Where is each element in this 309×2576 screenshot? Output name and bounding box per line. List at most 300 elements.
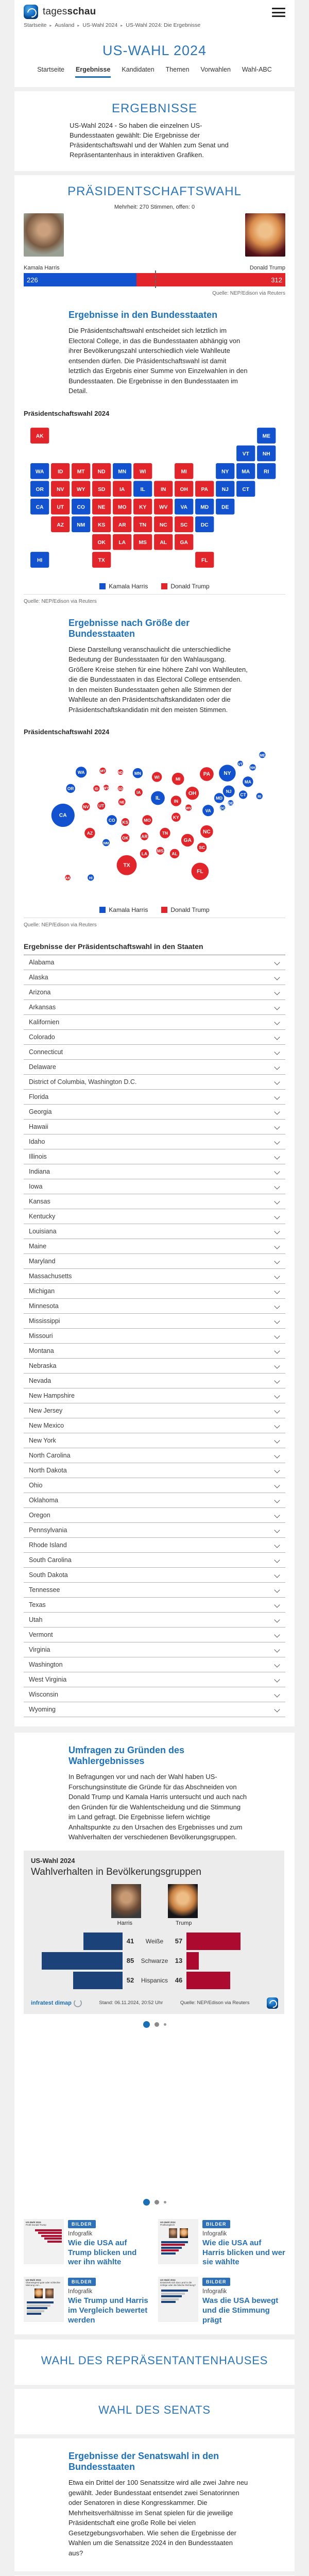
carousel-dots[interactable] bbox=[14, 2199, 295, 2206]
tab-ergebnisse[interactable]: Ergebnisse bbox=[75, 64, 111, 78]
carousel-dot-active[interactable] bbox=[143, 2199, 150, 2206]
state-bubble-WI[interactable] bbox=[152, 772, 162, 782]
state-accordion-row[interactable] bbox=[24, 1583, 285, 1598]
state-accordion-row[interactable] bbox=[24, 1254, 285, 1269]
state-name: Kansas bbox=[29, 1198, 50, 1206]
state-bubble-IN[interactable] bbox=[171, 796, 181, 806]
state-bubble-WY[interactable] bbox=[103, 785, 109, 791]
state-tile-AL[interactable] bbox=[154, 534, 173, 550]
state-accordion-row[interactable] bbox=[24, 1388, 285, 1403]
bilder-badge: BILDER bbox=[68, 2220, 96, 2228]
trump-value: 46 bbox=[175, 1976, 183, 1985]
state-bubble-NM[interactable] bbox=[102, 839, 110, 846]
state-bubble-AL[interactable] bbox=[170, 849, 179, 858]
state-bubble-ME[interactable] bbox=[259, 752, 265, 758]
thumb-kicker: US-Wahl 2024 bbox=[26, 2279, 41, 2282]
teaser-text bbox=[68, 2219, 151, 2267]
states-accordion bbox=[24, 955, 285, 1717]
chevron-down-icon bbox=[274, 1393, 280, 1399]
state-name: Indiana bbox=[29, 1168, 50, 1176]
carousel-dot[interactable] bbox=[164, 2201, 166, 2204]
state-accordion-row[interactable] bbox=[24, 1613, 285, 1628]
state-bubble-CA[interactable] bbox=[52, 804, 75, 827]
state-accordion-row[interactable] bbox=[24, 1657, 285, 1672]
svg-text:KS: KS bbox=[122, 820, 129, 825]
trump-name: Donald Trump bbox=[249, 265, 285, 272]
state-tile-MS[interactable] bbox=[133, 534, 152, 550]
electoral-bar-harris: 226 bbox=[24, 273, 136, 286]
svg-text:IA: IA bbox=[136, 790, 141, 795]
state-tile-IL[interactable] bbox=[133, 481, 152, 497]
state-accordion-row[interactable] bbox=[24, 1374, 285, 1388]
state-accordion-row[interactable] bbox=[24, 1672, 285, 1687]
bilder-badge: BILDER bbox=[68, 2278, 96, 2286]
state-bubble-TX[interactable] bbox=[117, 855, 137, 875]
state-accordion-row[interactable] bbox=[24, 1000, 285, 1015]
carousel-dot-active[interactable] bbox=[143, 2021, 150, 2028]
state-accordion-row[interactable] bbox=[24, 1359, 285, 1374]
state-bubble-MS[interactable] bbox=[157, 847, 164, 855]
tab-startseite[interactable]: Startseite bbox=[37, 66, 65, 73]
state-accordion-row[interactable] bbox=[24, 1628, 285, 1642]
state-bubble-AK[interactable] bbox=[65, 875, 71, 880]
state-name: Delaware bbox=[29, 1063, 56, 1071]
state-bubble-DC[interactable] bbox=[220, 805, 226, 811]
svg-text:WY: WY bbox=[103, 787, 109, 791]
svg-text:KS: KS bbox=[98, 522, 106, 528]
state-bubble-WA[interactable] bbox=[76, 767, 87, 777]
state-accordion-row[interactable] bbox=[24, 1120, 285, 1134]
state-tile-IA[interactable] bbox=[113, 481, 131, 497]
state-accordion-row[interactable] bbox=[24, 1030, 285, 1045]
state-accordion-row[interactable] bbox=[24, 1702, 285, 1717]
thumb-kicker: US-Wahl 2024 bbox=[160, 2221, 176, 2224]
state-tile-ME[interactable] bbox=[257, 428, 276, 444]
thumb-photos bbox=[26, 2289, 62, 2298]
state-tile-LA[interactable] bbox=[113, 534, 131, 550]
svg-text:DC: DC bbox=[220, 807, 226, 811]
state-tile-NY[interactable] bbox=[216, 463, 234, 479]
state-tile-OR[interactable] bbox=[30, 481, 49, 497]
state-bubble-NY[interactable] bbox=[219, 765, 235, 782]
state-accordion-row[interactable] bbox=[24, 1090, 285, 1105]
state-tile-VA[interactable] bbox=[175, 499, 193, 515]
legend-trump-swatch bbox=[161, 583, 167, 589]
intro-heading: ERGEBNISSE bbox=[111, 101, 198, 115]
carousel-dot[interactable] bbox=[164, 2023, 166, 2026]
svg-text:OR: OR bbox=[67, 786, 74, 792]
svg-text:NC: NC bbox=[203, 829, 211, 835]
state-bubble-DE[interactable] bbox=[228, 800, 234, 806]
senat-text: Etwa ein Drittel der 100 Senatssitze wird alle zwei Jahre neu gewählt. Jeder Bundesstaat entsendet zwei Senatorinnen oder Senatoren in diese Kongresskammer. Die Mehrheitsverhältnisse im Senat spielen für die jeweilige Präsidentschaft eine große Rolle bei vielen Gesetzgebungsvorhaben. Wie sehen die Ergebnisse der Wahlen um die Senatssitze 2024 in den Bundesstaaten aus? bbox=[68, 2479, 248, 2557]
state-accordion-row[interactable] bbox=[24, 1060, 285, 1075]
state-accordion-row[interactable] bbox=[24, 1194, 285, 1209]
state-bubble-TN[interactable] bbox=[160, 828, 170, 838]
chevron-down-icon bbox=[274, 1169, 280, 1175]
state-name: Washington bbox=[29, 1661, 63, 1669]
state-tile-NM[interactable] bbox=[72, 516, 90, 532]
state-tile-PA[interactable] bbox=[195, 481, 214, 497]
svg-text:VA: VA bbox=[205, 808, 211, 814]
svg-text:NC: NC bbox=[159, 522, 167, 528]
tab-themen[interactable]: Themen bbox=[165, 66, 190, 73]
state-bubble-VT[interactable] bbox=[237, 761, 243, 767]
state-accordion-row[interactable] bbox=[24, 1463, 285, 1478]
tab-kandidaten[interactable]: Kandidaten bbox=[122, 66, 154, 73]
state-bubble-MN[interactable] bbox=[133, 768, 143, 778]
state-bubble-AZ[interactable] bbox=[84, 828, 95, 838]
state-accordion-row[interactable] bbox=[24, 1105, 285, 1120]
state-bubble-IL[interactable] bbox=[151, 791, 165, 805]
state-tile-NH[interactable] bbox=[257, 445, 276, 461]
state-name: Tennessee bbox=[29, 1586, 60, 1594]
state-accordion-row[interactable] bbox=[24, 1284, 285, 1299]
legend-trump-swatch bbox=[161, 907, 167, 913]
state-tile-VT[interactable] bbox=[236, 445, 255, 461]
state-tile-MN[interactable] bbox=[113, 463, 131, 479]
teaser-text bbox=[68, 2277, 151, 2325]
svg-text:KY: KY bbox=[173, 815, 179, 820]
breadcrumb-item[interactable]: US-Wahl 2024: Die Ergebnisse bbox=[126, 22, 201, 28]
chevron-down-icon bbox=[274, 1348, 280, 1354]
widget-harris-label: Harris bbox=[117, 1920, 132, 1926]
svg-text:IL: IL bbox=[140, 486, 145, 493]
state-accordion-row[interactable] bbox=[24, 1418, 285, 1433]
state-name: Louisiana bbox=[29, 1228, 57, 1235]
svg-text:AR: AR bbox=[141, 834, 148, 840]
state-tile-MA[interactable] bbox=[236, 463, 255, 479]
state-name: Georgia bbox=[29, 1108, 52, 1116]
chevron-down-icon bbox=[274, 1079, 280, 1085]
state-tile-DE[interactable] bbox=[216, 499, 234, 515]
state-name: Rhode Island bbox=[29, 1541, 67, 1549]
thumb-bars bbox=[160, 2290, 196, 2303]
state-bubble-AR[interactable] bbox=[141, 833, 148, 840]
state-bubble-IA[interactable] bbox=[135, 789, 143, 796]
state-name: Maine bbox=[29, 1243, 47, 1250]
state-tile-NC[interactable] bbox=[154, 516, 173, 532]
svg-text:MO: MO bbox=[117, 504, 127, 511]
svg-text:OK: OK bbox=[97, 540, 106, 546]
state-bubble-LA[interactable] bbox=[140, 850, 149, 858]
state-tile-KS[interactable] bbox=[92, 516, 111, 532]
state-bubble-CO[interactable] bbox=[107, 815, 116, 825]
state-name: Arkansas bbox=[29, 1004, 56, 1011]
state-accordion-row[interactable] bbox=[24, 1687, 285, 1702]
svg-text:IA: IA bbox=[119, 486, 125, 493]
state-tile-MT[interactable] bbox=[72, 463, 90, 479]
state-tile-WI[interactable] bbox=[133, 463, 152, 479]
state-accordion-row[interactable] bbox=[24, 1299, 285, 1314]
chevron-down-icon bbox=[274, 1094, 280, 1100]
chevron-down-icon bbox=[274, 1333, 280, 1339]
teaser-card[interactable] bbox=[24, 2219, 151, 2267]
teaser-text bbox=[202, 2219, 285, 2267]
state-accordion-row[interactable] bbox=[24, 1538, 285, 1553]
tab-vorwahlen[interactable]: Vorwahlen bbox=[200, 66, 231, 73]
state-name: New York bbox=[29, 1437, 56, 1445]
state-bubble-UT[interactable] bbox=[97, 802, 105, 810]
state-tile-MO[interactable] bbox=[113, 499, 131, 515]
svg-text:NM: NM bbox=[103, 842, 109, 846]
state-tile-WV[interactable] bbox=[154, 499, 173, 515]
svg-text:ID: ID bbox=[94, 788, 98, 792]
demographic-row bbox=[31, 1971, 278, 1990]
state-bubble-NE[interactable] bbox=[118, 799, 126, 806]
svg-text:TN: TN bbox=[139, 522, 147, 528]
state-tile-RI[interactable] bbox=[257, 463, 276, 479]
state-accordion-row[interactable] bbox=[24, 1314, 285, 1329]
state-bubble-OR[interactable] bbox=[66, 784, 75, 793]
chevron-down-icon bbox=[274, 1303, 280, 1309]
state-bubble-OK[interactable] bbox=[121, 834, 129, 842]
states-heading: Ergebnisse in den Bundesstaaten bbox=[68, 310, 218, 320]
svg-text:OR: OR bbox=[36, 486, 44, 493]
state-tile-OK[interactable] bbox=[92, 534, 111, 550]
chevron-down-icon bbox=[274, 1378, 280, 1384]
state-accordion-row[interactable] bbox=[24, 1329, 285, 1344]
state-bubble-SC[interactable] bbox=[197, 843, 207, 852]
state-bubble-CT[interactable] bbox=[239, 791, 247, 799]
repr-heading: WAHL DES REPRÄSENTANTENHAUSES bbox=[41, 2354, 268, 2367]
svg-text:DC: DC bbox=[200, 522, 209, 528]
state-tile-SC[interactable] bbox=[175, 516, 193, 532]
svg-text:ME: ME bbox=[260, 754, 265, 758]
state-tile-AK[interactable] bbox=[30, 428, 49, 444]
svg-text:CA: CA bbox=[36, 504, 44, 511]
state-accordion-row[interactable] bbox=[24, 1224, 285, 1239]
legend-harris-label: Kamala Harris bbox=[109, 582, 148, 590]
state-bubble-ND[interactable] bbox=[118, 770, 124, 775]
state-tile-HI[interactable] bbox=[30, 552, 49, 568]
state-accordion-row[interactable] bbox=[24, 1134, 285, 1149]
state-bubble-RI[interactable] bbox=[256, 793, 263, 800]
state-tile-IN[interactable] bbox=[154, 481, 173, 497]
state-accordion-row[interactable] bbox=[24, 1642, 285, 1657]
state-accordion-row[interactable] bbox=[24, 1075, 285, 1090]
state-tile-NV[interactable] bbox=[51, 481, 70, 497]
state-accordion-row[interactable] bbox=[24, 1433, 285, 1448]
state-accordion-row[interactable] bbox=[24, 1598, 285, 1613]
chevron-down-icon bbox=[274, 1214, 280, 1219]
svg-text:TX: TX bbox=[98, 557, 105, 564]
state-accordion-row[interactable] bbox=[24, 1478, 285, 1493]
svg-text:IL: IL bbox=[155, 795, 161, 802]
state-bubble-OH[interactable] bbox=[186, 787, 199, 800]
state-name: Idaho bbox=[29, 1138, 45, 1146]
state-accordion-row[interactable] bbox=[24, 1209, 285, 1224]
state-tile-ND[interactable] bbox=[92, 463, 111, 479]
state-bubble-SD[interactable] bbox=[118, 786, 124, 791]
state-accordion-row[interactable] bbox=[24, 970, 285, 985]
state-bubble-FL[interactable] bbox=[192, 863, 209, 880]
svg-text:NV: NV bbox=[57, 486, 64, 493]
size-text: Diese Darstellung veranschaulicht die unterschiedliche Bedeutung der Bundesstaaten für den Wahlausgang. Größere Kreise stehen für eine höhere Zahl von Wahlleuten, die die Bundesstaaten in das Electoral College entsenden. In den meisten Bundesstaaten gehen alle Stimmen der Wahlleute an den Präsidentschaftskandidaten oder die Präsidentschaftskandidatin mit den meisten Stimmen. bbox=[68, 645, 248, 714]
teaser-card[interactable] bbox=[158, 2277, 285, 2325]
state-bubble-VA[interactable] bbox=[202, 805, 214, 816]
state-accordion-row[interactable] bbox=[24, 955, 285, 970]
demographic-row bbox=[31, 1951, 278, 1971]
svg-text:MS: MS bbox=[139, 540, 147, 546]
teaser-card[interactable] bbox=[24, 2277, 151, 2325]
chevron-down-icon bbox=[274, 1244, 280, 1249]
state-bubble-MA[interactable] bbox=[243, 777, 253, 787]
state-accordion-row[interactable] bbox=[24, 1179, 285, 1194]
carousel-dot[interactable] bbox=[154, 2022, 159, 2027]
state-name: West Virginia bbox=[29, 1676, 67, 1684]
teaser-title[interactable]: Wie Trump und Harris im Vergleich bewertet werden bbox=[68, 2296, 148, 2325]
state-accordion-row[interactable] bbox=[24, 1553, 285, 1568]
state-tile-SD[interactable] bbox=[92, 481, 111, 497]
teaser-kicker: Infografik bbox=[202, 2289, 227, 2295]
state-tile-MI[interactable] bbox=[175, 463, 193, 479]
state-name: North Dakota bbox=[29, 1467, 67, 1475]
state-accordion-row[interactable] bbox=[24, 985, 285, 1000]
svg-text:CO: CO bbox=[77, 504, 85, 511]
state-name: Connecticut bbox=[29, 1048, 63, 1056]
state-bubble-ID[interactable] bbox=[93, 786, 99, 792]
us-results-map[interactable] bbox=[24, 420, 285, 575]
state-bubble-MD[interactable] bbox=[214, 793, 224, 803]
svg-text:WI: WI bbox=[139, 469, 146, 475]
state-tile-CT[interactable] bbox=[236, 481, 255, 497]
state-bubble-NH[interactable] bbox=[250, 765, 256, 771]
chevron-down-icon bbox=[274, 1498, 280, 1503]
state-accordion-row[interactable] bbox=[24, 1403, 285, 1418]
state-bubble-PA[interactable] bbox=[200, 767, 214, 781]
state-accordion-row[interactable] bbox=[24, 1149, 285, 1164]
state-bubble-KS[interactable] bbox=[122, 818, 129, 826]
state-accordion-row[interactable] bbox=[24, 1508, 285, 1523]
state-tile-CO[interactable] bbox=[72, 499, 90, 515]
state-tile-NJ[interactable] bbox=[216, 481, 234, 497]
breadcrumb-item[interactable]: Startseite bbox=[24, 22, 47, 28]
carousel-dot[interactable] bbox=[154, 2200, 159, 2205]
state-tile-GA[interactable] bbox=[175, 534, 193, 550]
svg-text:KY: KY bbox=[139, 504, 147, 511]
breadcrumb-separator-icon: ▸ bbox=[77, 23, 80, 28]
state-accordion-row[interactable] bbox=[24, 1164, 285, 1179]
state-name: Iowa bbox=[29, 1183, 43, 1191]
tab-wahlabc[interactable]: Wahl-ABC bbox=[242, 66, 272, 73]
state-accordion-row[interactable] bbox=[24, 1015, 285, 1030]
svg-text:NH: NH bbox=[262, 451, 270, 457]
harris-value: 52 bbox=[126, 1976, 134, 1985]
state-bubble-NJ[interactable] bbox=[223, 786, 235, 798]
state-tile-WY[interactable] bbox=[72, 481, 90, 497]
state-bubble-HI[interactable] bbox=[88, 875, 94, 881]
state-accordion-row[interactable] bbox=[24, 1523, 285, 1538]
chevron-down-icon bbox=[274, 1647, 280, 1653]
teaser-title[interactable]: Wie die USA auf Harris blicken und wer sie wählte bbox=[202, 2238, 285, 2267]
svg-text:CT: CT bbox=[242, 486, 250, 493]
state-tile-AR[interactable] bbox=[113, 516, 131, 532]
svg-text:WA: WA bbox=[35, 469, 44, 475]
svg-text:FL: FL bbox=[197, 869, 203, 875]
senat-results-section bbox=[14, 2438, 295, 2571]
state-name: Missouri bbox=[29, 1332, 53, 1340]
state-accordion-row[interactable] bbox=[24, 1344, 285, 1359]
svg-text:WA: WA bbox=[77, 770, 85, 775]
state-bubble-NC[interactable] bbox=[200, 825, 213, 838]
teaser-title[interactable]: Was die USA bewegt und die Stimmung prägt bbox=[202, 2296, 279, 2325]
state-tile-DC[interactable] bbox=[195, 516, 214, 532]
state-name: South Carolina bbox=[29, 1556, 72, 1564]
state-accordion-row[interactable] bbox=[24, 1493, 285, 1508]
carousel-dots[interactable] bbox=[14, 2021, 295, 2028]
chevron-down-icon bbox=[274, 975, 280, 980]
breadcrumb-item[interactable]: US-Wahl 2024 bbox=[82, 22, 118, 28]
svg-text:VT: VT bbox=[242, 451, 249, 457]
state-bubble-KY[interactable] bbox=[171, 813, 180, 822]
state-accordion-row[interactable] bbox=[24, 1448, 285, 1463]
svg-text:DE: DE bbox=[228, 802, 233, 806]
svg-text:NJ: NJ bbox=[226, 789, 232, 794]
state-tile-ID[interactable] bbox=[51, 463, 70, 479]
svg-text:MD: MD bbox=[200, 504, 209, 511]
state-tile-WA[interactable] bbox=[30, 463, 49, 479]
chevron-down-icon bbox=[274, 1662, 280, 1668]
thumb-bars bbox=[160, 2241, 196, 2255]
state-tile-NE[interactable] bbox=[92, 499, 111, 515]
state-bubble-MI[interactable] bbox=[172, 773, 184, 785]
chevron-down-icon bbox=[274, 1632, 280, 1638]
svg-text:RI: RI bbox=[258, 795, 262, 799]
teaser-kicker: Infografik bbox=[202, 2230, 227, 2237]
state-accordion-row[interactable] bbox=[24, 1045, 285, 1060]
state-bubble-GA[interactable] bbox=[181, 834, 194, 847]
state-tile-UT[interactable] bbox=[51, 499, 70, 515]
chevron-down-icon bbox=[274, 1124, 280, 1130]
senat-heading-box bbox=[14, 2389, 295, 2434]
us-bubble-map[interactable] bbox=[24, 739, 285, 899]
svg-text:NY: NY bbox=[224, 771, 231, 777]
state-bubble-WV[interactable] bbox=[185, 805, 192, 811]
tagesschau-logo-icon bbox=[24, 5, 38, 19]
teaser-title[interactable]: Wie die USA auf Trump blicken und wer ihn wählte bbox=[68, 2238, 137, 2267]
state-bubble-NV[interactable] bbox=[82, 803, 90, 811]
svg-text:AK: AK bbox=[65, 877, 71, 881]
state-tile-CA[interactable] bbox=[30, 499, 49, 515]
state-tile-TX[interactable] bbox=[92, 552, 111, 568]
state-bubble-MO[interactable] bbox=[142, 815, 152, 825]
demographics-widget[interactable] bbox=[24, 1851, 285, 2014]
state-accordion-row[interactable] bbox=[24, 1568, 285, 1583]
state-accordion-row[interactable] bbox=[24, 1269, 285, 1284]
teaser-card[interactable] bbox=[158, 2219, 285, 2267]
state-name: Wyoming bbox=[29, 1706, 56, 1714]
state-name: Massachusetts bbox=[29, 1273, 72, 1280]
tagesschau-logo[interactable] bbox=[24, 5, 96, 19]
state-accordion-row[interactable] bbox=[24, 1239, 285, 1254]
breadcrumb-separator-icon: ▸ bbox=[121, 23, 123, 28]
menu-icon[interactable] bbox=[272, 8, 285, 17]
state-tile-OH[interactable] bbox=[175, 481, 193, 497]
state-tile-FL[interactable] bbox=[195, 552, 214, 568]
state-tile-TN[interactable] bbox=[133, 516, 152, 532]
state-tile-MD[interactable] bbox=[195, 499, 214, 515]
thumb-title: Entwickelt sich das Land in die richtige oder die falsche Richtung? bbox=[160, 2281, 196, 2287]
chevron-down-icon bbox=[274, 1020, 280, 1025]
state-tile-KY[interactable] bbox=[133, 499, 152, 515]
teaser-thumbnail bbox=[24, 2277, 64, 2322]
state-tile-AZ[interactable] bbox=[51, 516, 70, 532]
carousel-next-peek bbox=[284, 1851, 289, 2014]
thumb-bars bbox=[26, 2229, 62, 2243]
breadcrumb-item[interactable]: Ausland bbox=[55, 22, 75, 28]
state-bubble-MT[interactable] bbox=[99, 768, 106, 774]
chevron-down-icon bbox=[274, 1483, 280, 1488]
